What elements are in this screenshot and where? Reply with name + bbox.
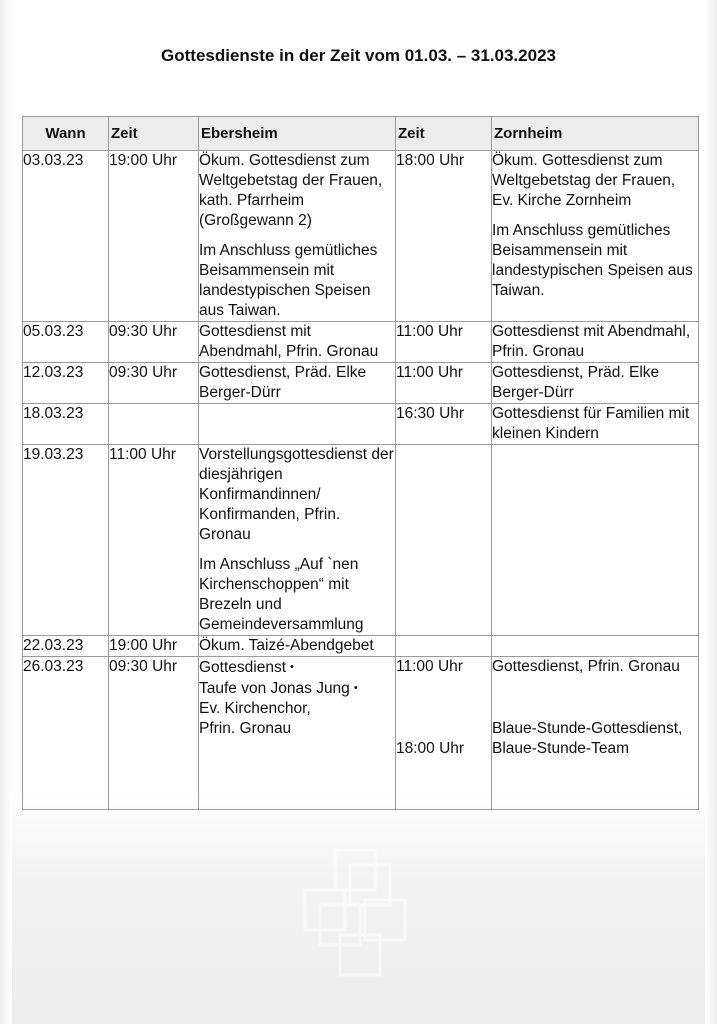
table-row — [23, 404, 699, 445]
event-text: Gottesdienst, Pfrin. Gronau — [492, 658, 680, 675]
event-line: Gottesdienst • — [199, 659, 294, 676]
event-text: Gottesdienst mit Abendmahl, Pfrin. Gronau — [492, 323, 691, 360]
table-row — [23, 657, 699, 810]
row-date: 03.03.23 — [23, 151, 109, 322]
ebersheim-event — [199, 657, 396, 810]
zornheim-time: 18:00 Uhr — [396, 151, 492, 322]
event-note: Im Anschluss gemütliches Beisammensein mit landestypischen Speisen aus Taiwan. — [492, 222, 693, 299]
bullet-dot-icon: • — [353, 682, 358, 694]
row-date: 19.03.23 — [23, 445, 109, 636]
zornheim-time-2: 18:00 Uhr — [396, 740, 465, 757]
zornheim-time: 11:00 Uhr — [396, 363, 492, 404]
header-wann: Wann — [23, 117, 109, 151]
zornheim-time: 11:00 Uhr — [396, 322, 492, 363]
event-text: Ökum. Gottesdienst zum Weltgebetstag der Frauen, Ev. Kirche Zornheim — [492, 152, 676, 209]
ebersheim-event — [199, 636, 396, 657]
header-ebersheim: Ebersheim — [199, 117, 396, 151]
cross-watermark-icon — [300, 845, 420, 985]
ebersheim-time: 09:30 Uhr — [109, 657, 199, 810]
event-line: Ev. Kirchenchor, — [199, 700, 311, 717]
ebersheim-time — [109, 404, 199, 445]
right-edge-shade — [705, 0, 717, 1024]
zornheim-event — [492, 322, 699, 363]
row-date: 26.03.23 — [23, 657, 109, 810]
event-line: Pfrin. Gronau — [199, 720, 292, 737]
ebersheim-event — [199, 363, 396, 404]
event-note: Im Anschluss gemütliches Beisammensein mit landestypischen Speisen aus Taiwan. — [199, 242, 378, 319]
ebersheim-time: 19:00 Uhr — [109, 636, 199, 657]
zornheim-event — [492, 657, 699, 810]
event-text: Gottesdienst für Familien mit kleinen Kindern — [492, 405, 690, 442]
table-row — [23, 322, 699, 363]
row-date: 12.03.23 — [23, 363, 109, 404]
zornheim-time: 16:30 Uhr — [396, 404, 492, 445]
bullet-dot-icon: • — [290, 661, 294, 673]
header-zeit-zornheim: Zeit — [396, 117, 492, 151]
zornheim-time — [396, 657, 492, 810]
table-row — [23, 151, 699, 322]
zornheim-time — [396, 636, 492, 657]
page-title: Gottesdienste in der Zeit vom 01.03. – 31.03.2023 — [161, 46, 556, 65]
ebersheim-time: 09:30 Uhr — [109, 363, 199, 404]
event-line: Taufe von Jonas Jung • — [199, 680, 358, 697]
zornheim-event — [492, 404, 699, 445]
event-note: Im Anschluss „Auf `nen Kirchenschoppen“ mit Brezeln und Gemeindeversammlung — [199, 556, 364, 633]
table-row — [23, 636, 699, 657]
schedule-table — [22, 116, 699, 810]
event-text-2: Blaue-Stunde-Gottesdienst, Blaue-Stunde-Team — [492, 720, 683, 757]
table-header-row — [23, 117, 699, 151]
ebersheim-time: 19:00 Uhr — [109, 151, 199, 322]
ebersheim-time: 09:30 Uhr — [109, 322, 199, 363]
event-text: Ökum. Gottesdienst zum Weltgebetstag der Frauen, kath. Pfarrheim (Großgewann 2) — [199, 152, 383, 229]
event-text: Gottesdienst, Präd. Elke Berger-Dürr — [199, 364, 367, 401]
table-row — [23, 363, 699, 404]
row-date: 22.03.23 — [23, 636, 109, 657]
zornheim-event — [492, 445, 699, 636]
ebersheim-event — [199, 445, 396, 636]
zornheim-event — [492, 151, 699, 322]
event-text: Ökum. Taizé-Abendgebet — [199, 637, 374, 654]
ebersheim-event — [199, 404, 396, 445]
zornheim-event — [492, 363, 699, 404]
header-zeit-ebersheim: Zeit — [109, 117, 199, 151]
row-date: 05.03.23 — [23, 322, 109, 363]
zornheim-time — [396, 445, 492, 636]
ebersheim-time: 11:00 Uhr — [109, 445, 199, 636]
zornheim-event — [492, 636, 699, 657]
header-zornheim: Zornheim — [492, 117, 699, 151]
zornheim-time-1: 11:00 Uhr — [396, 658, 463, 675]
left-edge-shade — [0, 0, 12, 1024]
ebersheim-event — [199, 151, 396, 322]
event-text: Vorstellungsgottesdienst der diesjährigen Konfirmandinnen/ Konfirmanden, Pfrin. Gronau — [199, 446, 394, 543]
ebersheim-event — [199, 322, 396, 363]
row-date: 18.03.23 — [23, 404, 109, 445]
event-text: Gottesdienst mit Abendmahl, Pfrin. Gronau — [199, 323, 379, 360]
table-row — [23, 445, 699, 636]
event-text: Gottesdienst, Präd. Elke Berger-Dürr — [492, 364, 660, 401]
